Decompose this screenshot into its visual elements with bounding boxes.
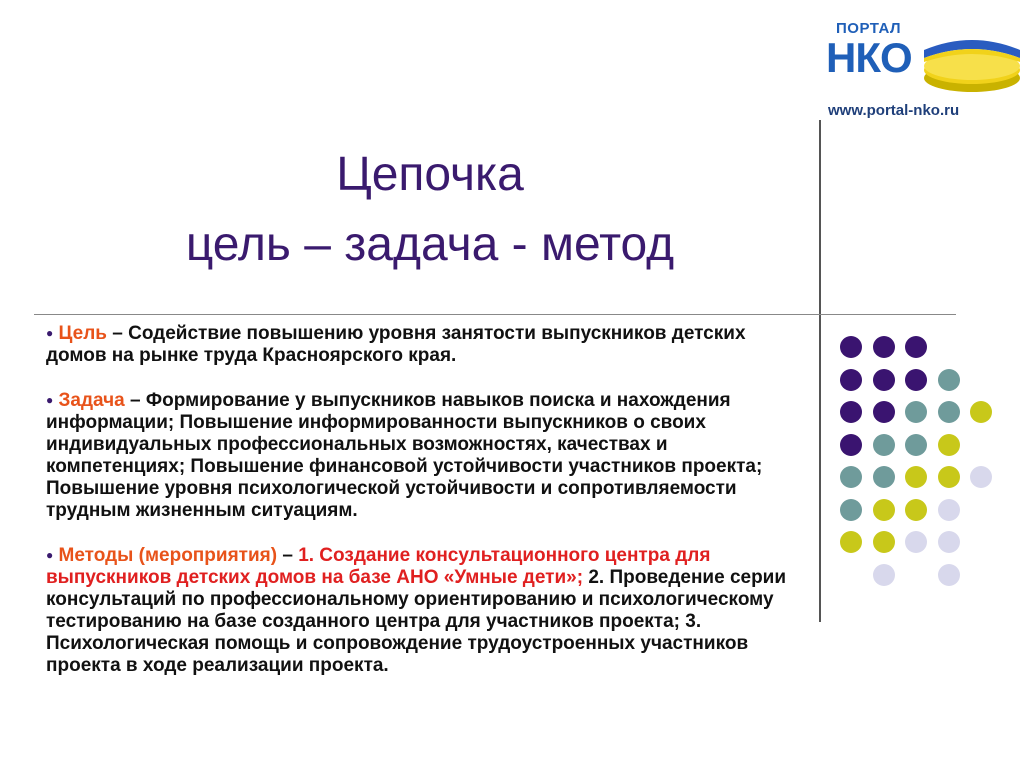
goal-paragraph [46, 322, 810, 367]
decorative-dot [840, 466, 862, 488]
decorative-dot [873, 401, 895, 423]
decorative-dot [873, 531, 895, 553]
decorative-dot [905, 466, 927, 488]
decorative-dot [938, 531, 960, 553]
title-line-2: цель – задача - метод [185, 218, 675, 271]
bullet-icon: ● [46, 393, 54, 407]
decorative-dot [840, 369, 862, 391]
task-paragraph [46, 389, 810, 522]
decorative-dot [938, 499, 960, 521]
methods-label: Методы (мероприятия) [58, 545, 278, 566]
methods-dash: – [277, 545, 299, 566]
decorative-dot [840, 401, 862, 423]
methods-rest: 2. Проведение серии консультаций по профессиональному ориентированию и психологическому тестированию на базе созданного центра для участников проекта; 3. Психологическая помощь и сопровождение трудоустроенных участников проекта в ходе реализации проекта. [46, 567, 787, 676]
slide-body [46, 322, 810, 699]
methods-item-1: 1. Создание консультационного центра для выпускников детских домов на базе АНО «Умные дети»; [46, 545, 711, 588]
decorative-dot [905, 401, 927, 423]
decorative-dot [938, 434, 960, 456]
decorative-dot [970, 466, 992, 488]
title-line-1: Цепочка [336, 148, 524, 201]
decorative-dot [873, 466, 895, 488]
decorative-dot [938, 466, 960, 488]
task-text: – Формирование у выпускников навыков поиска и нахождения информации; Повышение информированности выпускников о своих индивидуальных профессиональных возможностях, качествах и компетенциях; Повышение финансовой устойчивости участников проекта; Повышение уровня психологической устойчивости и сопротивляемости трудным жизненным ситуациям. [46, 390, 763, 521]
decorative-dot [840, 531, 862, 553]
decorative-dot [873, 336, 895, 358]
goal-label: Цель [58, 323, 107, 344]
logo-small-text: ПОРТАЛ [836, 20, 902, 37]
decorative-dot [905, 336, 927, 358]
decorative-dot [970, 401, 992, 423]
goal-text: – Содействие повышению уровня занятости выпускников детских домов на рынке труда Красноярского края. [46, 323, 746, 366]
decorative-dot [938, 401, 960, 423]
decorative-dot [905, 531, 927, 553]
decorative-dot [938, 369, 960, 391]
decorative-dot [840, 434, 862, 456]
decorative-dot [840, 499, 862, 521]
portal-nko-logo [822, 14, 1018, 119]
decorative-dot [873, 369, 895, 391]
slide-title [40, 140, 820, 280]
decorative-dot [840, 336, 862, 358]
decorative-dot [873, 564, 895, 586]
decorative-dot [873, 434, 895, 456]
methods-paragraph [46, 544, 810, 677]
decorative-dot [905, 369, 927, 391]
task-label: Задача [58, 390, 125, 411]
logo-big-text: НКО [826, 34, 912, 81]
coin-stack-icon [912, 20, 1022, 100]
bullet-icon: ● [46, 548, 54, 562]
decorative-dot [905, 434, 927, 456]
horizontal-divider [34, 314, 956, 315]
decorative-dot [873, 499, 895, 521]
bullet-icon: ● [46, 326, 54, 340]
decorative-dot [905, 499, 927, 521]
logo-url: www.portal-nko.ru [828, 102, 960, 119]
decorative-dot [938, 564, 960, 586]
